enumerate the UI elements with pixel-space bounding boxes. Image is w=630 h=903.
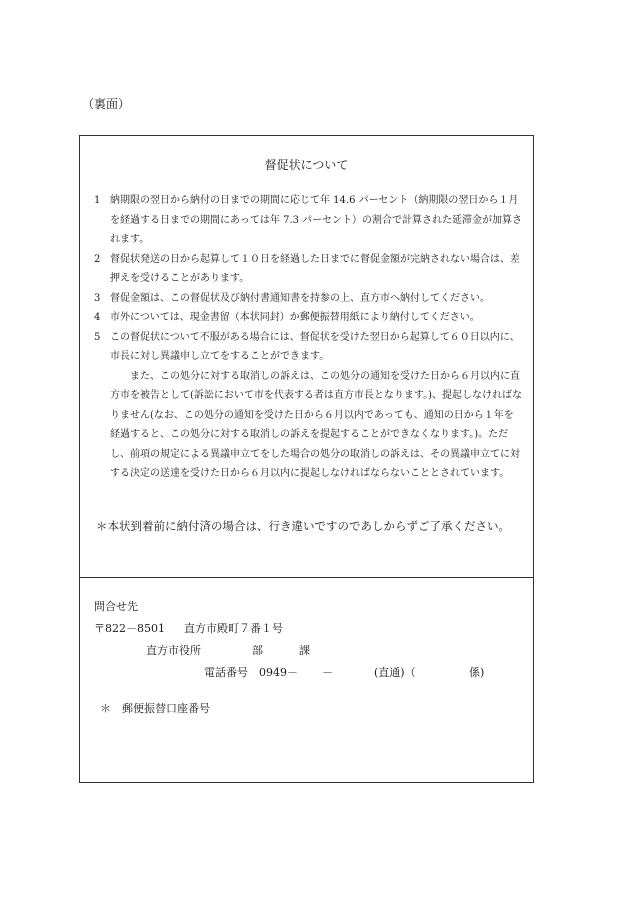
- account-label: 郵便振替口座番号: [122, 702, 210, 715]
- item-text: 市外については、現金書留（本状同封）か郵便振替用紙により納付してください。: [110, 312, 480, 323]
- item-text: 督促状発送の日から起算して１０日を経過した日までに督促金額が完納されない場合は、差押えを受けることがあります。: [110, 253, 520, 284]
- item-number: 4: [94, 312, 101, 323]
- list-item: [94, 250, 523, 289]
- item-number: 2: [94, 253, 101, 265]
- list-item: [94, 289, 523, 309]
- list-item: [94, 308, 523, 328]
- item-text: 督促金額は、この督促状及び納付書通知書を持参の上、直方市へ納付してください。: [110, 292, 490, 304]
- notice-title: 督促状について: [264, 158, 349, 172]
- payment-notice: ＊本状到着前に納付済の場合は、行き違いですのであしからずご了承ください。: [96, 519, 510, 533]
- section-label: 課: [299, 644, 310, 657]
- contact-heading: 問合せ先: [94, 600, 138, 613]
- back-side-label: （裏面）: [82, 97, 131, 111]
- phone-prefix: 0949－: [259, 666, 298, 679]
- department-label: 部: [252, 644, 263, 657]
- item-number: 5: [94, 331, 101, 343]
- item-text: この督促状について不服がある場合には、督促状を受けた翌日から起算して６０日以内に、市長に対し異議申し立てをすることができます。: [110, 331, 520, 362]
- contact-section: [94, 598, 525, 722]
- item-text: 納期限の翌日から納付の日までの期間に応じて年 14.6 パーセント（納期限の翌日から１月を経過する日までの期間にあっては年 7.3 パーセント）の割合で計算された延滞金が加算されます。: [110, 195, 522, 245]
- item-number: 1: [94, 195, 101, 206]
- phone-dash: －: [322, 666, 333, 679]
- phone-label: 電話番号: [204, 666, 248, 679]
- list-item: [94, 328, 523, 367]
- address: 直方市殿町７番１号: [184, 622, 283, 635]
- postal-code: 〒822－8501: [94, 622, 165, 635]
- account-mark: ＊: [100, 702, 111, 715]
- section-divider: [80, 577, 533, 578]
- appeal-paragraph: また、この処分に対する取消しの訴えは、この処分の通知を受けた日から６月以内に直方市を被告として(訴訟において市を代表する者は直方市長となります。)、提起しなければなりません(なお、この処分の通知を受けた日から６月以内であっても、通知の日から１年を経過すると、この処分に対する取消しの訴えを提起することができなくなります。)。ただし、前項の規定による異議申立てをした場合の処分の取消しの訴えは、その異議申立てに対する決定の送達を受けた日から６月以内に提起しなければならないこととされています。: [110, 370, 523, 479]
- office-name: 直方市役所: [146, 644, 201, 657]
- list-item: [94, 191, 523, 250]
- phone-kakari: 係): [469, 666, 485, 679]
- notice-items: [94, 191, 523, 484]
- notice-box: [79, 135, 534, 783]
- phone-direct: (直通)（: [374, 666, 416, 679]
- item-number: 3: [94, 292, 101, 304]
